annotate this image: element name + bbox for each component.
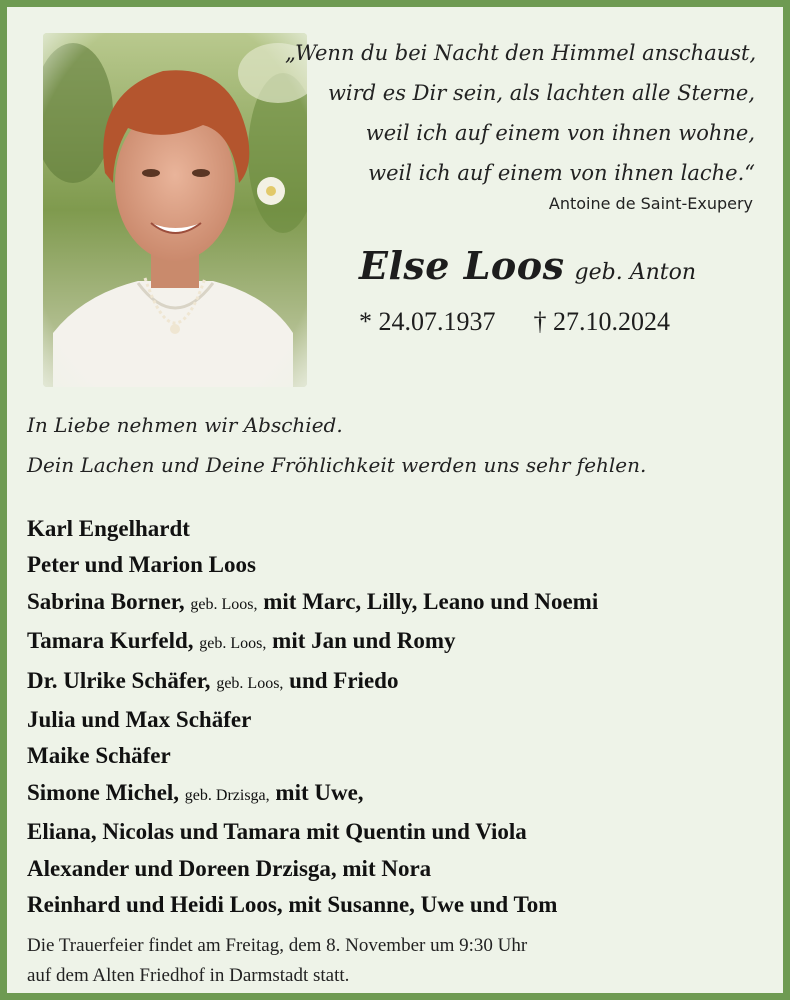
mourner-name: Alexander und Doreen Drzisga, mit Nora xyxy=(27,855,432,881)
farewell-line: Dein Lachen und Deine Fröhlichkeit werden uns sehr fehlen. xyxy=(27,453,647,477)
death-date: † 27.10.2024 xyxy=(533,307,670,336)
mourner-name: Sabrina Borner, xyxy=(27,588,185,614)
mourners-list xyxy=(27,511,598,923)
ceremony-line: Die Trauerfeier findet am Freitag, dem 8. November um 9:30 Uhr xyxy=(27,935,528,956)
mourner-rest: und Friedo xyxy=(289,667,399,693)
portrait-photo xyxy=(43,33,307,387)
mourner-rest: mit Marc, Lilly, Leano und Noemi xyxy=(263,588,599,614)
mourner-entry xyxy=(27,511,598,547)
mourner-name: Eliana, Nicolas und Tamara mit Quentin und Viola xyxy=(27,819,527,845)
mourner-entry xyxy=(27,775,598,814)
ceremony-info xyxy=(27,931,527,991)
mourner-name: Tamara Kurfeld, xyxy=(27,628,194,654)
quote-line: weil ich auf einem von ihnen lache.“ xyxy=(368,161,755,185)
birth-date: * 24.07.1937 xyxy=(359,307,496,336)
mourner-entry xyxy=(27,814,598,850)
mourner-entry xyxy=(27,738,598,774)
farewell-line: In Liebe nehmen wir Abschied. xyxy=(27,413,343,437)
mourner-entry xyxy=(27,887,598,923)
mourner-name: Reinhard und Heidi Loos, mit Susanne, Uwe und Tom xyxy=(27,892,558,918)
ceremony-line: auf dem Alten Friedhof in Darmstadt statt. xyxy=(27,965,350,986)
mourner-entry xyxy=(27,547,598,583)
mourner-name: Karl Engelhardt xyxy=(27,516,190,541)
quote-line: wird es Dir sein, als lachten alle Sterne, xyxy=(327,81,755,105)
mourner-note: geb. Drzisga, xyxy=(184,786,270,804)
maiden-name: geb. Anton xyxy=(574,260,696,285)
mourner-rest: mit Jan und Romy xyxy=(272,628,456,654)
mourner-name: Dr. Ulrike Schäfer, xyxy=(27,667,211,693)
mourner-rest: mit Uwe, xyxy=(275,779,364,805)
quote-line: weil ich auf einem von ihnen wohne, xyxy=(365,121,755,145)
mourner-note: geb. Loos, xyxy=(190,595,258,613)
mourner-entry xyxy=(27,702,598,738)
mourner-entry xyxy=(27,623,598,662)
life-dates xyxy=(359,307,670,337)
deceased-name: Else Loos xyxy=(359,243,565,288)
quote-line: „Wenn du bei Nacht den Himmel anschaust, xyxy=(285,41,757,65)
quote-author: Antoine de Saint-Exupery xyxy=(548,194,753,213)
farewell-text xyxy=(27,405,646,485)
mourner-entry xyxy=(27,584,598,623)
mourner-name: Peter und Marion Loos xyxy=(27,552,256,578)
mourner-name: Simone Michel, xyxy=(27,779,180,805)
mourner-entry xyxy=(27,851,598,887)
mourner-name: Julia und Max Schäfer xyxy=(27,707,252,733)
mourner-name: Maike Schäfer xyxy=(27,743,171,769)
mourner-note: geb. Loos, xyxy=(216,674,284,692)
mourner-entry xyxy=(27,663,598,702)
mourner-note: geb. Loos, xyxy=(199,635,267,653)
quote xyxy=(285,33,755,193)
deceased-name-line xyxy=(359,243,696,288)
